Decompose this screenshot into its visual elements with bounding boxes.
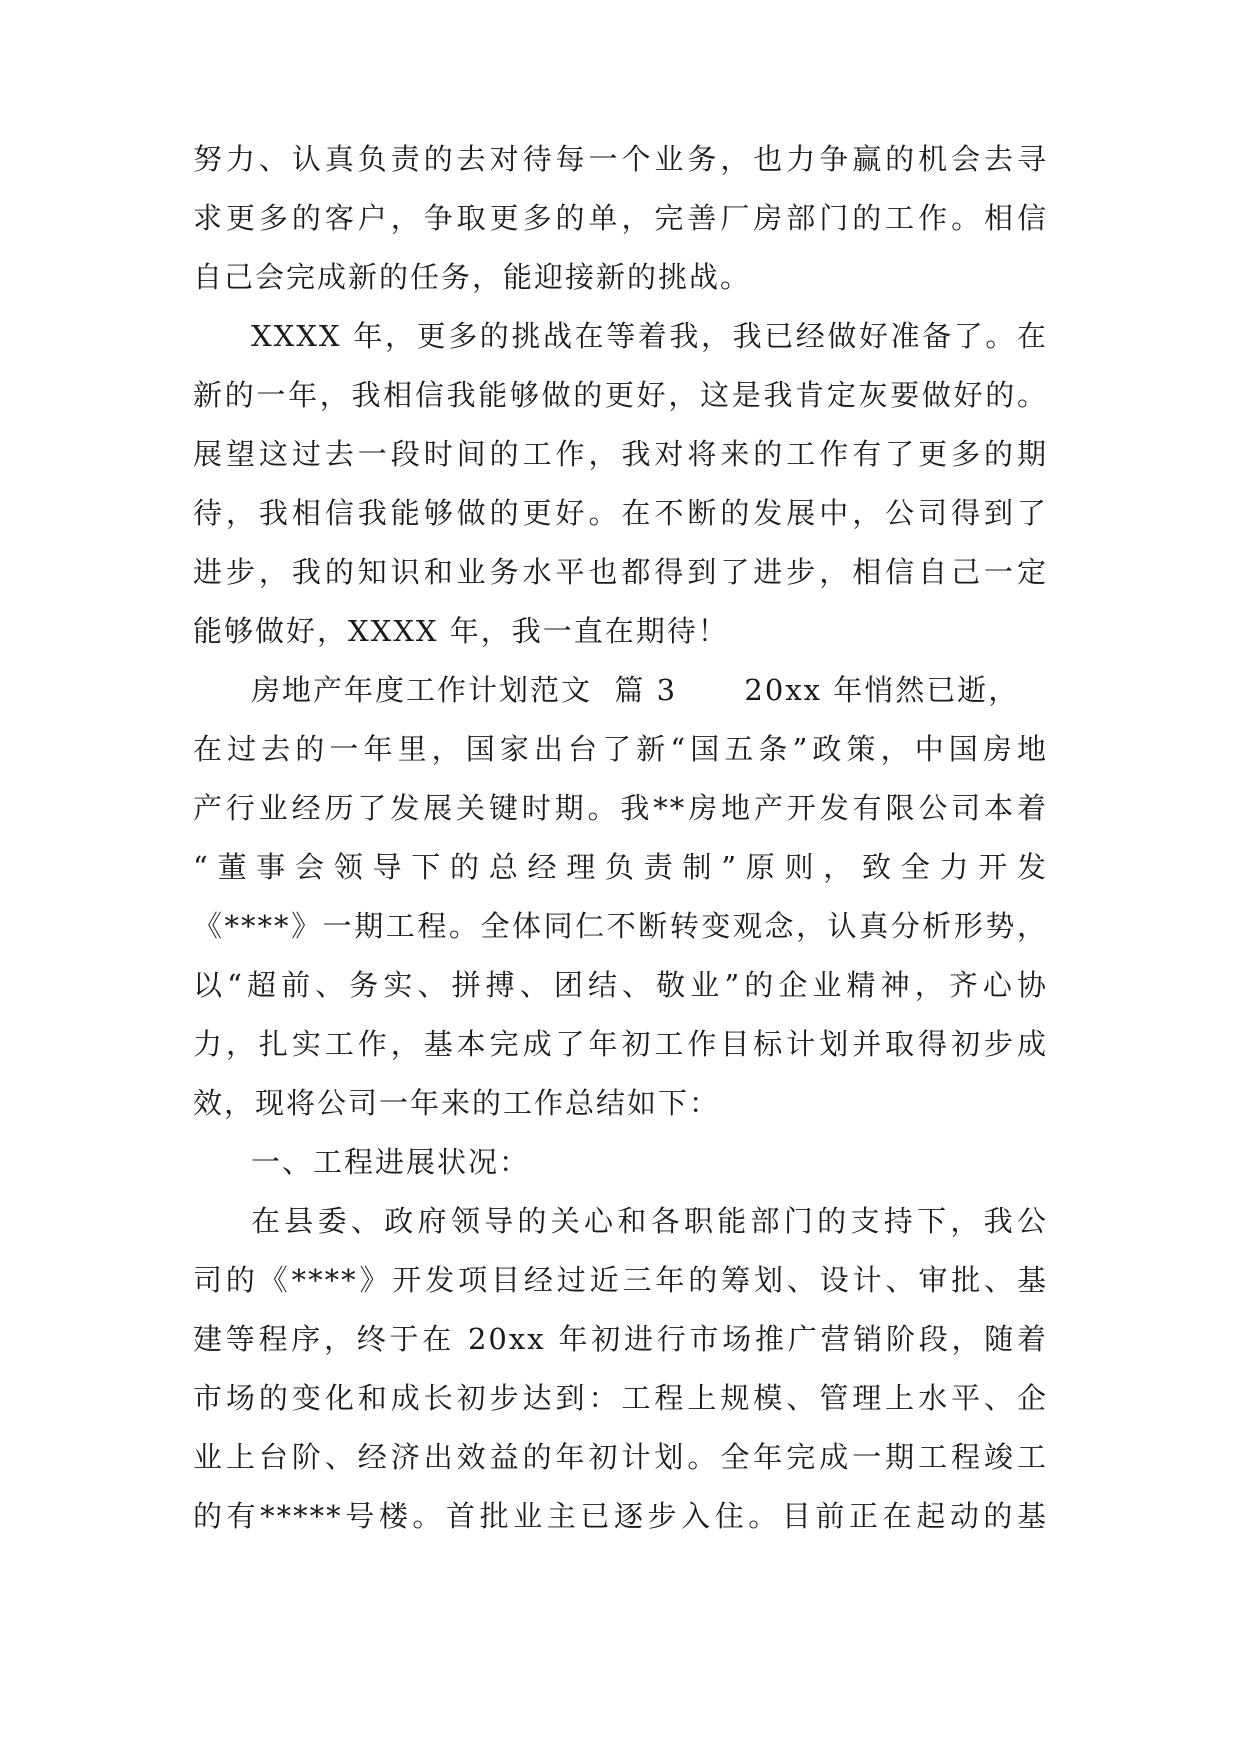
section-heading (193, 1133, 1048, 1192)
text-line: 待，我相信我能够做的更好。在不断的发展中，公司得到了 (193, 496, 1048, 530)
text-line: 的有*****号楼。首批业主已逐步入住。目前正在起动的基 (193, 1499, 1048, 1533)
text-line: “董事会领导下的总经理负责制”原则，致全力开发 (193, 850, 1048, 884)
text-line: 《****》一期工程。全体同仁不断转变观念，认真分析形势， (193, 909, 1048, 943)
paragraph (193, 661, 1048, 1133)
paragraph (193, 307, 1048, 661)
text-line: 努力、认真负责的去对待每一个业务，也力争赢的机会去寻 (193, 142, 1048, 176)
text-line: 以“超前、务实、拼搏、团结、敬业”的企业精神，齐心协 (193, 968, 1048, 1002)
text-line: 新的一年，我相信我能够做的更好，这是我肯定灰要做好的。 (193, 378, 1048, 412)
text-line: 产行业经历了发展关键时期。我**房地产开发有限公司本着 (193, 791, 1048, 825)
text-line: 市场的变化和成长初步达到：工程上规模、管理上水平、企 (193, 1381, 1048, 1415)
text-line: 建等程序，终于在 20xx 年初进行市场推广营销阶段，随着 (193, 1322, 1048, 1356)
text-line: 在过去的一年里，国家出台了新“国五条”政策，中国房地 (193, 732, 1048, 766)
text-line: 进步，我的知识和业务水平也都得到了进步，相信自己一定 (193, 555, 1048, 589)
text-line: 在县委、政府领导的关心和各职能部门的支持下，我公 (251, 1204, 1048, 1238)
text-line: 自己会完成新的任务，能迎接新的挑战。 (193, 260, 752, 294)
text-line: 力，扎实工作，基本完成了年初工作目标计划并取得初步成 (193, 1027, 1048, 1061)
text-line: 房地产年度工作计划范文 篇 3 20xx 年悄然已逝， (251, 673, 1020, 707)
text-line: 业上台阶、经济出效益的年初计划。全年完成一期工程竣工 (193, 1440, 1048, 1474)
text-line: 效，现将公司一年来的工作总结如下： (193, 1086, 721, 1120)
paragraph (193, 130, 1048, 307)
text-line: 司的《****》开发项目经过近三年的筹划、设计、审批、基 (193, 1263, 1048, 1297)
text-line: 展望这过去一段时间的工作，我对将来的工作有了更多的期 (193, 437, 1048, 471)
text-line: 一、工程进展状况： (251, 1145, 531, 1179)
text-line: 能够做好，XXXX 年，我一直在期待！ (193, 614, 729, 648)
text-line: 求更多的客户，争取更多的单，完善厂房部门的工作。相信 (193, 201, 1048, 235)
text-line: XXXX 年，更多的挑战在等着我，我已经做好准备了。在 (251, 319, 1048, 353)
paragraph (193, 1192, 1048, 1546)
document-body (193, 130, 1048, 1546)
